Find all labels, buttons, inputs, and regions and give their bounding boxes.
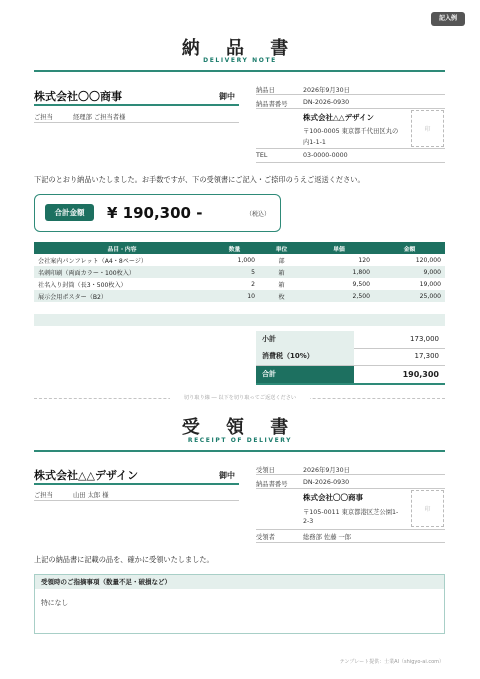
table-header-row: [34, 242, 445, 254]
table-row: [34, 254, 445, 266]
receipt-contact-value: 山田 太郎 様: [73, 492, 109, 499]
receipt-recipient-company: 株式会社△△デザイン: [34, 469, 139, 482]
info-divider: [256, 474, 445, 475]
info-divider: [256, 488, 445, 489]
cell-item: 会社案内パンフレット（A4・8ページ）: [38, 257, 147, 265]
header-qty: 数量: [210, 242, 259, 254]
header-divider: [34, 70, 445, 72]
info-divider: [256, 162, 445, 163]
sender-address-line1: 〒100-0005 東京都千代田区丸の: [303, 128, 399, 135]
receipt-intro: 上記の納品書に記載の品を、確かに受領いたしました。: [34, 555, 214, 564]
subtotal-label: 小計: [256, 331, 354, 348]
cell-price: 120: [358, 256, 370, 264]
cell-qty: 10: [210, 290, 259, 302]
delivery-number-label: 納品書番号: [256, 101, 288, 108]
grand-total-value: 190,300: [402, 370, 439, 379]
cell-unit: 箱: [259, 266, 304, 278]
items-table: [34, 242, 445, 326]
sender-company: 株式会社△△デザイン: [303, 113, 375, 122]
receipt-contact-underline: [34, 500, 239, 501]
header-amount: 金額: [374, 242, 445, 254]
table-row: [34, 266, 445, 278]
grand-total-label: 合計: [256, 366, 354, 383]
receipt-title-en: RECEIPT OF DELIVERY: [187, 437, 293, 444]
cell-price: 2,500: [304, 290, 374, 302]
cell-unit: 部: [278, 257, 285, 265]
contact-value: 経理部 ご担当者様: [73, 114, 126, 121]
receipt-number-label: 納品書番号: [256, 481, 288, 488]
contact-label: ご担当: [34, 114, 53, 121]
tax-row: [256, 348, 445, 365]
receipt-title: 受 領 書: [181, 417, 299, 438]
tax-value: 17,300: [414, 352, 439, 360]
receipt-recipient-honorific: 御中: [219, 471, 235, 480]
tel-label: TEL: [256, 152, 268, 159]
cell-qty: 1,000: [237, 256, 255, 264]
header-price: 単価: [304, 242, 374, 254]
info-divider: [256, 529, 445, 530]
recipient-company: 株式会社〇〇商事: [34, 90, 122, 103]
footer-credit: テンプレート提供：士業AI（shigyo-ai.com）: [339, 659, 444, 665]
cell-unit: 箱: [278, 281, 285, 289]
cell-qty: 2: [251, 280, 255, 288]
info-divider: [256, 542, 445, 543]
cell-amount: 9,000: [374, 266, 445, 278]
delivery-date-value: 2026年9月30日: [303, 87, 350, 94]
total-label: 合計金額: [45, 204, 94, 221]
receipt-date-label: 受領日: [256, 467, 275, 474]
contact-underline: [34, 122, 239, 123]
header-item: 品目・内容: [34, 242, 210, 254]
receiver-address-line2: 2-3: [303, 518, 314, 525]
delivery-intro: 下記のとおり納品いたしました。お手数ですが、下の受領書にご記入・ご捺印のうえご返送ください。: [34, 175, 365, 184]
delivery-number-value: DN-2026-0930: [303, 99, 350, 106]
cell-unit: 枚: [259, 290, 304, 302]
receipt-contact-label: ご担当: [34, 492, 53, 499]
recipient-honorific: 御中: [219, 92, 235, 101]
total-amount: ¥ 190,300 -: [107, 204, 203, 222]
cell-qty: 5: [210, 266, 259, 278]
receipt-number-value: DN-2026-0930: [303, 479, 350, 486]
cell-price: 1,800: [304, 266, 374, 278]
sample-badge: 記入例: [431, 12, 465, 26]
receipt-seal-box: 印: [411, 490, 444, 527]
subtotal-row: [256, 331, 445, 348]
receiver-company: 株式会社〇〇商事: [303, 493, 363, 502]
summary-bottom-line: [256, 383, 445, 385]
header-unit: 単位: [259, 242, 304, 254]
tel-value: 03-0000-0000: [303, 152, 348, 159]
receiver-value: 総務部 佐藤 一郎: [303, 534, 352, 541]
info-divider: [256, 108, 445, 109]
info-divider: [256, 148, 445, 149]
delivery-date-label: 納品日: [256, 87, 275, 94]
sender-address-line2: 内1-1-1: [303, 139, 326, 146]
tax-label: 消費税（10%）: [256, 348, 354, 365]
cell-price: 9,500: [352, 280, 370, 288]
table-row: [34, 290, 445, 302]
receiver-label: 受領者: [256, 534, 275, 541]
receiver-address-line1: 〒105-0011 東京都港区芝公園1-: [303, 509, 399, 516]
receipt-header-divider: [34, 450, 445, 452]
info-divider: [256, 94, 445, 95]
receipt-date-value: 2026年9月30日: [303, 467, 350, 474]
cell-amount: 19,000: [419, 280, 441, 288]
cell-item: 展示会用ポスター（B2）: [34, 290, 210, 302]
table-row-empty: [34, 302, 445, 314]
cell-item: 名刺印刷（両面カラー・100枚入）: [34, 266, 210, 278]
cell-amount: 25,000: [374, 290, 445, 302]
cell-item: 社名入り封筒（長3・500枚入）: [38, 281, 127, 289]
remarks-value[interactable]: 特になし: [41, 599, 69, 607]
delivery-title-en: DELIVERY NOTE: [203, 57, 277, 64]
table-row: [34, 278, 445, 290]
receipt-recipient-underline: [34, 483, 239, 485]
subtotal-value: 173,000: [410, 335, 439, 343]
cut-line-text: 切り取り線 ― 以下を切り取ってご返送ください: [170, 394, 310, 401]
recipient-underline: [34, 104, 239, 106]
cell-amount: 120,000: [415, 256, 441, 264]
delivery-title: 納 品 書: [181, 38, 299, 59]
grand-total-row: [256, 366, 445, 383]
remarks-label: 受領時のご指摘事項（数量不足・破損など）: [35, 575, 444, 589]
seal-box: 印: [411, 110, 444, 147]
tax-note: （税込）: [246, 211, 271, 218]
table-row-empty: [34, 314, 445, 326]
